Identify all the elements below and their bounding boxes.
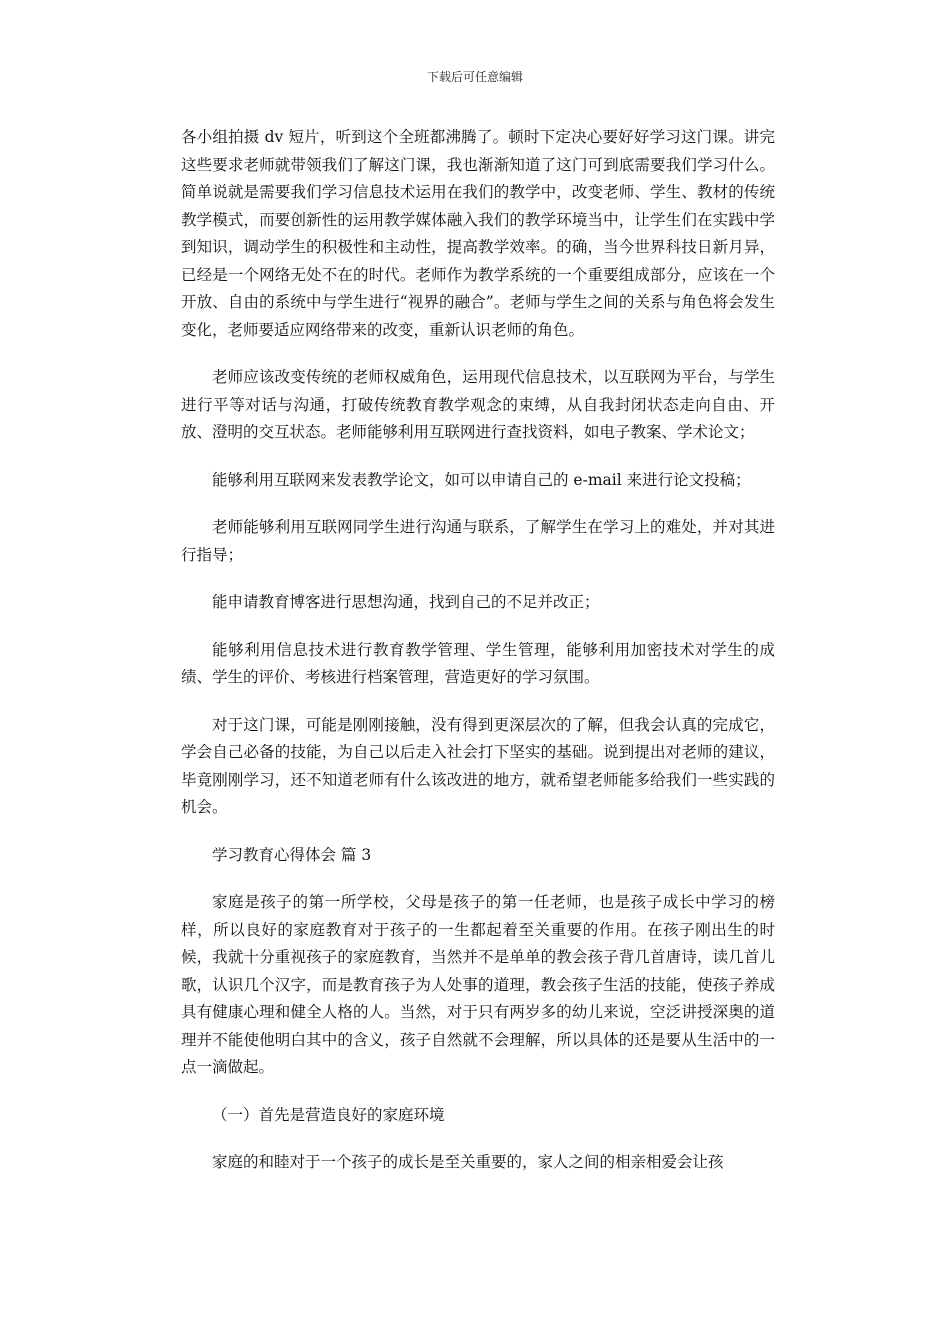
document-body (181, 124, 775, 1197)
paragraph: 对于这门课，可能是刚刚接触，没有得到更深层次的了解，但我会认真的完成它，学会自己必备的技能，为自己以后走入社会打下坚实的基础。说到提出对老师的建议，毕竟刚刚学习，还不知道老师有什么该改进的地方，就希望老师能多给我们一些实践的机会。 (181, 715, 775, 816)
subsection-heading: （一）首先是营造良好的家庭环境 (212, 1105, 445, 1124)
paragraph: 各小组拍摄 dv 短片，听到这个全班都沸腾了。顿时下定决心要好好学习这门课。讲完这些要求老师就带领我们了解这门课，我也渐渐知道了这门可到底需要我们学习什么。简单说就是需要我们学习信息技术运用在我们的教学中，改变老师、学生、教材的传统教学模式，而要创新性的运用教学媒体融入我们的教学环境当中，让学生们在实践中学到知识，调动学生的积极性和主动性，提高教学效率。的确，当今世界科技日新月异，已经是一个网络无处不在的时代。老师作为教学系统的一个重要组成部分，应该在一个开放、自由的系统中与学生进行“视界的融合”。老师与学生之间的关系与角色将会发生变化，老师要适应网络带来的改变，重新认识老师的角色。 (181, 128, 775, 339)
paragraph: 家庭是孩子的第一所学校，父母是孩子的第一任老师，也是孩子成长中学习的榜样，所以良好的家庭教育对于孩子的一生都起着至关重要的作用。在孩子刚出生的时候，我就十分重视孩子的家庭教育，当然并不是单单的教会孩子背几首唐诗，读几首儿歌，认识几个汉字，而是教育孩子为人处事的道理，教会孩子生活的技能，使孩子养成具有健康心理和健全人格的人。当然，对于只有两岁多的幼儿来说，空泛讲授深奥的道理并不能使他明白其中的含义，孩子自然就不会理解，所以具体的还是要从生活中的一点一滴做起。 (181, 893, 775, 1076)
paragraph: 能够利用互联网来发表教学论文，如可以申请自己的 e-mail 来进行论文投稿； (212, 470, 751, 489)
paragraph: 老师能够利用互联网同学生进行沟通与联系，了解学生在学习上的难处，并对其进行指导； (181, 518, 775, 564)
page-header: 下载后可任意编辑 (426, 70, 523, 84)
paragraph: 家庭的和睦对于一个孩子的成长是至关重要的，家人之间的相亲相爱会让孩 (212, 1153, 724, 1171)
section-heading: 学习教育心得体会 篇 3 (212, 845, 372, 864)
paragraph: 能够利用信息技术进行教育教学管理、学生管理，能够利用加密技术对学生的成绩、学生的评价、考核进行档案管理，营造更好的学习氛围。 (181, 640, 775, 686)
paragraph: 老师应该改变传统的老师权威角色，运用现代信息技术，以互联网为平台，与学生进行平等对话与沟通，打破传统教育教学观念的束缚，从自我封闭状态走向自由、开放、澄明的交互状态。老师能够利用互联网进行查找资料，如电子教案、学术论文； (181, 368, 775, 441)
paragraph: 能申请教育博客进行思想沟通，找到自己的不足并改正； (212, 593, 600, 611)
